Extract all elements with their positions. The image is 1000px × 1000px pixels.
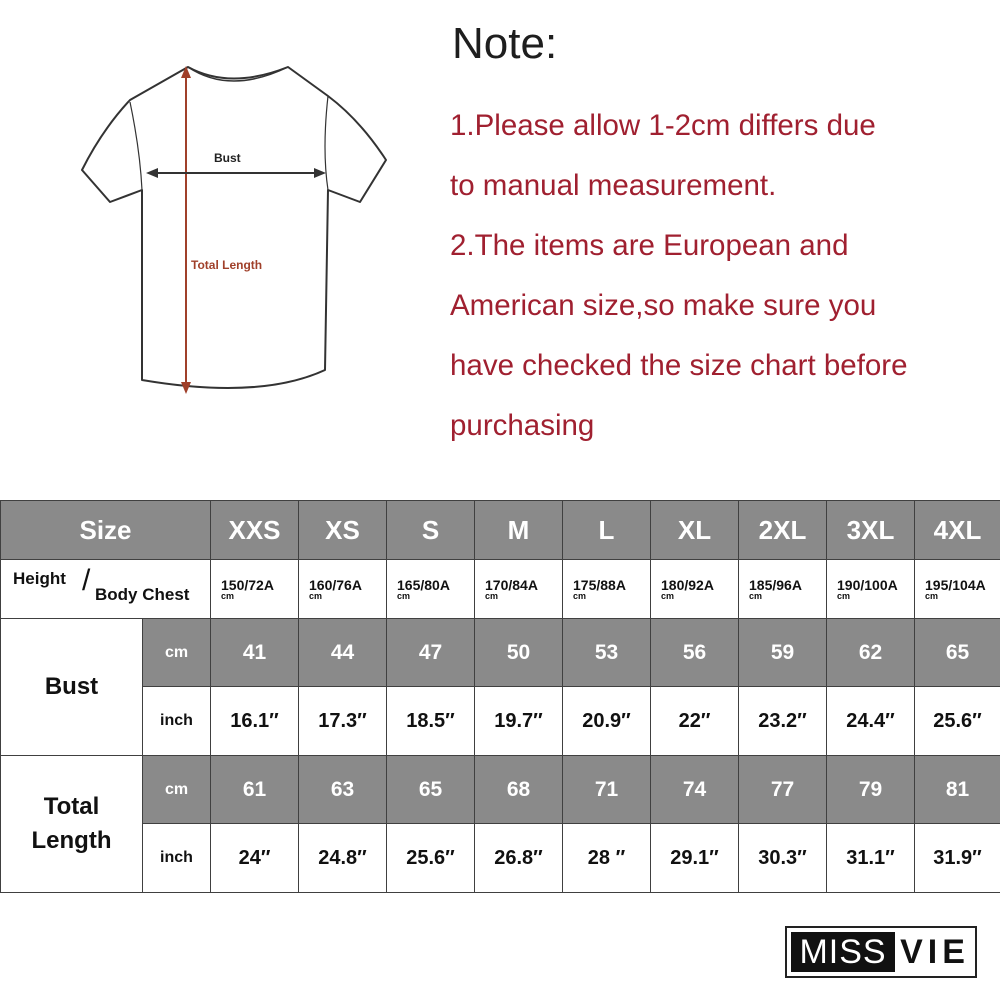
table-cell: 74 — [651, 756, 739, 824]
table-cell: 41 — [211, 619, 299, 687]
table-cell: 68 — [475, 756, 563, 824]
note-line: have checked the size chart before — [450, 349, 908, 382]
note-title: Note: — [452, 19, 558, 68]
table-cell: 22″ — [651, 687, 739, 756]
bust-cm-row — [1, 619, 1000, 687]
slash-divider: / — [82, 564, 91, 597]
size-xs: XS — [299, 501, 387, 560]
unit-cm: cm — [143, 619, 211, 687]
size-3xl: 3XL — [827, 501, 915, 560]
total-length-label: Total Length — [191, 258, 263, 272]
table-cell: 17.3″ — [299, 687, 387, 756]
table-cell: 65 — [915, 619, 1000, 687]
table-cell: 53 — [563, 619, 651, 687]
table-cell: 18.5″ — [387, 687, 475, 756]
table-cell: 31.1″ — [827, 824, 915, 893]
size-2xl: 2XL — [739, 501, 827, 560]
height-cell: 180/92A cm — [651, 560, 739, 619]
table-cell: 19.7″ — [475, 687, 563, 756]
brand-logo — [785, 926, 977, 978]
total-length-row-label: Total Length — [1, 756, 143, 893]
table-cell: 47 — [387, 619, 475, 687]
size-xxs: XXS — [211, 501, 299, 560]
size-chart-table — [0, 500, 1000, 893]
table-cell: 81 — [915, 756, 1000, 824]
height-cell: 185/96A cm — [739, 560, 827, 619]
table-cell: 24″ — [211, 824, 299, 893]
table-cell: 24.4″ — [827, 687, 915, 756]
table-cell: 25.6″ — [915, 687, 1000, 756]
table-cell: 65 — [387, 756, 475, 824]
table-cell: 31.9″ — [915, 824, 1000, 893]
note-section — [450, 18, 995, 456]
unit-inch: inch — [143, 687, 211, 756]
logo-vie: VIE — [900, 933, 970, 971]
unit-cm: cm — [143, 756, 211, 824]
table-cell: 23.2″ — [739, 687, 827, 756]
tshirt-diagram — [60, 40, 420, 420]
size-m: M — [475, 501, 563, 560]
bust-label: Bust — [214, 151, 241, 165]
height-label: Height — [13, 569, 66, 588]
table-cell: 79 — [827, 756, 915, 824]
height-cell: 170/84A cm — [475, 560, 563, 619]
tshirt-outline-icon — [60, 40, 420, 420]
table-cell: 50 — [475, 619, 563, 687]
table-cell: 71 — [563, 756, 651, 824]
table-cell: 56 — [651, 619, 739, 687]
height-cell: 160/76A cm — [299, 560, 387, 619]
height-cell: 195/104A cm — [915, 560, 1000, 619]
size-s: S — [387, 501, 475, 560]
logo-miss: MISS — [791, 932, 895, 972]
size-l: L — [563, 501, 651, 560]
height-cell: 175/88A cm — [563, 560, 651, 619]
note-line: 1.Please allow 1-2cm differs due — [450, 109, 876, 142]
table-cell: 30.3″ — [739, 824, 827, 893]
table-cell: 61 — [211, 756, 299, 824]
size-header: Size — [1, 501, 211, 560]
table-cell: 24.8″ — [299, 824, 387, 893]
table-cell: 25.6″ — [387, 824, 475, 893]
table-cell: 26.8″ — [475, 824, 563, 893]
table-cell: 77 — [739, 756, 827, 824]
note-line: to manual measurement. — [450, 169, 777, 202]
table-cell: 16.1″ — [211, 687, 299, 756]
height-cell: 190/100A cm — [827, 560, 915, 619]
note-line: American size,so make sure you — [450, 289, 877, 322]
height-chest-header — [1, 560, 211, 619]
length-inch-row — [1, 824, 1000, 893]
table-cell: 28 ″ — [563, 824, 651, 893]
size-xl: XL — [651, 501, 739, 560]
table-cell: 63 — [299, 756, 387, 824]
height-cell: 150/72A cm — [211, 560, 299, 619]
height-cell: 165/80A cm — [387, 560, 475, 619]
table-cell: 44 — [299, 619, 387, 687]
bust-inch-row — [1, 687, 1000, 756]
height-chest-row — [1, 560, 1000, 619]
size-header-row — [1, 501, 1000, 560]
note-line: 2.The items are European and — [450, 229, 849, 262]
bust-row-label: Bust — [1, 619, 143, 756]
table-cell: 20.9″ — [563, 687, 651, 756]
unit-inch: inch — [143, 824, 211, 893]
size-4xl: 4XL — [915, 501, 1000, 560]
table-cell: 59 — [739, 619, 827, 687]
note-line: purchasing — [450, 409, 595, 442]
length-cm-row — [1, 756, 1000, 824]
body-chest-label: Body Chest — [95, 585, 190, 604]
table-cell: 62 — [827, 619, 915, 687]
table-cell: 29.1″ — [651, 824, 739, 893]
